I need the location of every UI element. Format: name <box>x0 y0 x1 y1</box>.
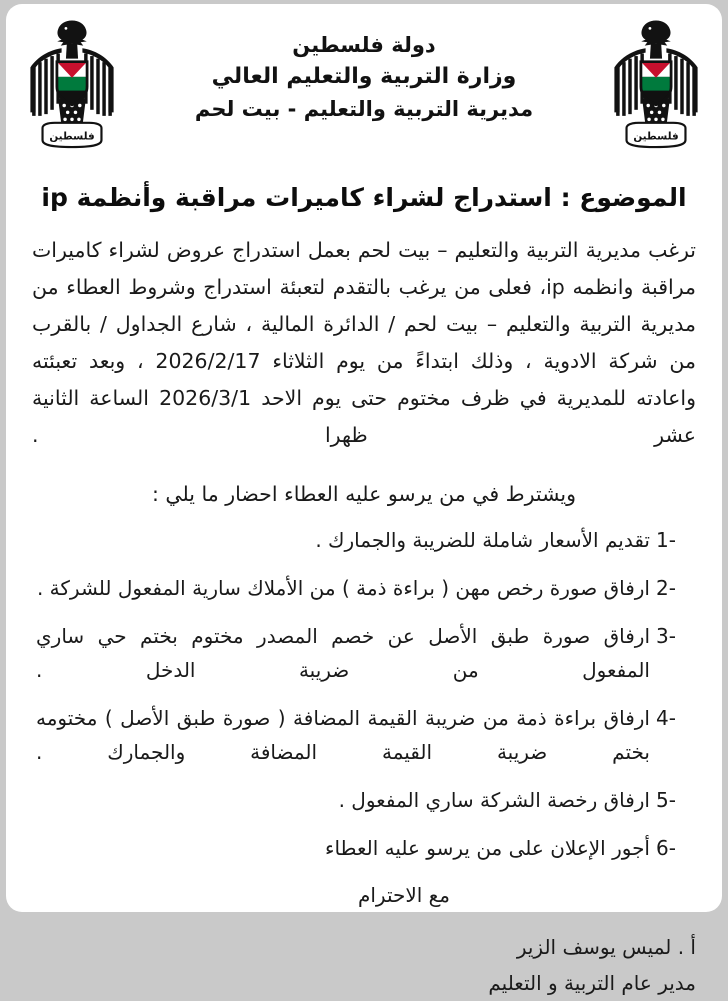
list-item-text: ارفاق صورة رخص مهن ( براءة ذمة ) من الأملاك سارية المفعول للشركة . <box>36 576 650 600</box>
document-header <box>6 4 722 174</box>
palestine-emblem-icon-left <box>20 14 124 164</box>
list-item-number: 4- <box>656 706 676 730</box>
signatory-title: مدير عام التربية و التعليم <box>488 971 696 995</box>
list-item-text: ارفاق براءة ذمة من ضريبة القيمة المضافة ( صورة طبق الأصل ) مختومه بختم ضريبة القيمة المضافة والجمارك . <box>36 706 650 764</box>
list-item-number: 2- <box>656 576 676 600</box>
signatory-name: أ . لميس يوسف الزير <box>516 935 696 959</box>
svg-text:فلسطين: فلسطين <box>633 130 679 143</box>
palestine-emblem-icon-right <box>604 14 708 164</box>
header-line-state: دولة فلسطين <box>292 33 436 57</box>
header-line-ministry: وزارة التربية والتعليم العالي <box>211 64 517 89</box>
list-item-number: 3- <box>656 624 676 648</box>
header-titles <box>156 30 572 126</box>
list-item <box>32 701 696 769</box>
list-item <box>32 831 696 865</box>
document-page <box>6 4 722 995</box>
list-item <box>32 619 696 687</box>
requirements-list <box>32 523 696 865</box>
list-item <box>32 571 696 605</box>
list-item-number: 5- <box>656 788 676 812</box>
list-item-text: أجور الإعلان على من يرسو عليه العطاء <box>325 836 650 860</box>
subject-line: الموضوع : استدراج لشراء كاميرات مراقبة وأنظمة ip <box>41 183 687 212</box>
document-body <box>32 232 696 911</box>
list-item-number: 6- <box>656 836 676 860</box>
closing-regards: مع الاحترام <box>357 883 451 907</box>
signature-block <box>32 929 696 1001</box>
header-line-directorate: مديرية التربية والتعليم - بيت لحم <box>194 97 534 121</box>
body-paragraph: ترغب مديرية التربية والتعليم – بيت لحم بعمل استدراج عروض لشراء كاميرات مراقبة وانظمه ip، فعلى من يرغب بالتقدم لتعبئة استدراج وشروط العطاء من مديرية التربية والتعليم – بيت لحم / الدائرة المالية ، شارع الجداول / بالقرب من شركة الادوية ، وذلك ابتداءً من يوم الثلاثاء 2026/2/17 ، وبعد تعبئته واعادته للمديرية في ظرف مختوم حتى يوم الاحد 2026/3/1 الساعة الثانية عشر ظهرا . <box>32 238 696 447</box>
list-item <box>32 783 696 817</box>
list-item-text: ارفاق صورة طبق الأصل عن خصم المصدر مختوم بختم حي ساري المفعول من ضريبة الدخل . <box>36 624 650 682</box>
list-item-number: 1- <box>656 528 676 552</box>
list-item <box>32 523 696 557</box>
requirements-intro: ويشترط في من يرسو عليه العطاء احضار ما يلي : <box>152 482 576 506</box>
svg-text:فلسطين: فلسطين <box>49 130 95 143</box>
list-item-text: تقديم الأسعار شاملة للضريبة والجمارك . <box>315 528 650 552</box>
list-item-text: ارفاق رخصة الشركة ساري المفعول . <box>338 788 650 812</box>
